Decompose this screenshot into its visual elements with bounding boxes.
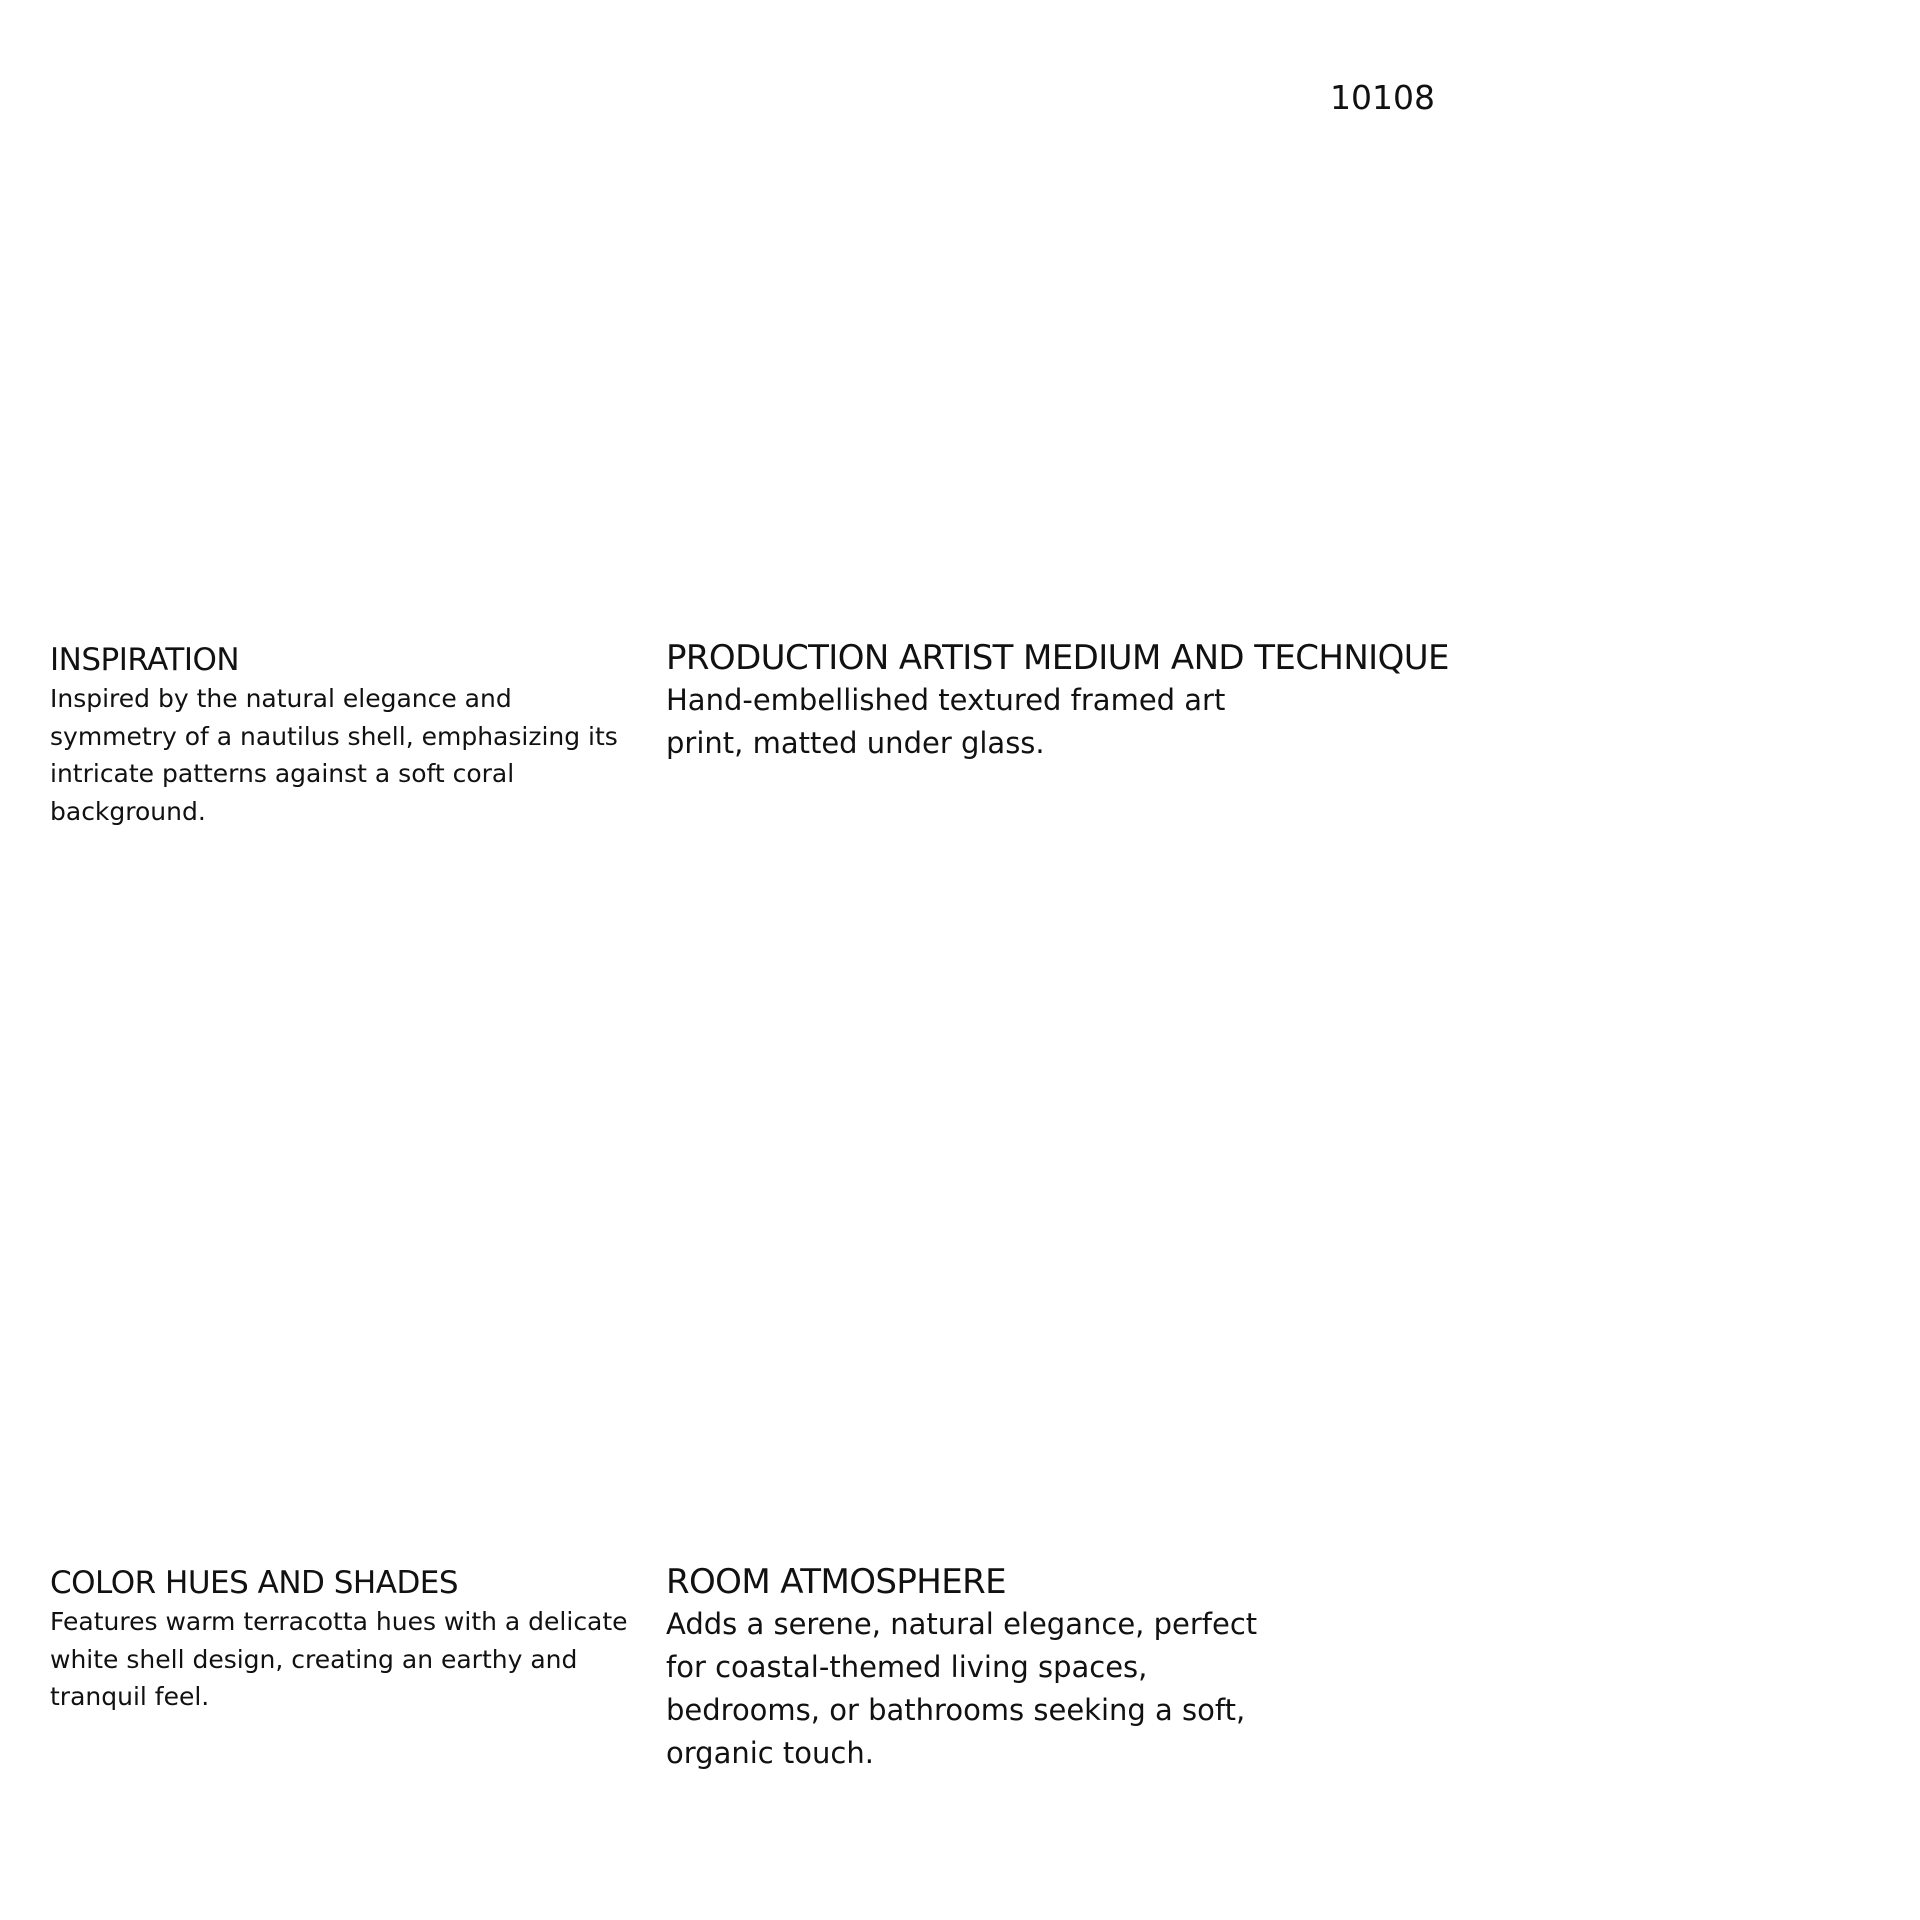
inspiration-section <box>50 640 630 830</box>
color-section <box>50 1563 630 1716</box>
product-code: 10108 <box>1330 78 1435 117</box>
production-heading: PRODUCTION ARTIST MEDIUM AND TECHNIQUE <box>666 638 1449 678</box>
color-text: Features warm terracotta hues with a delicate white shell design, creating an earthy and tranquil feel. <box>50 1607 628 1711</box>
room-atmosphere-text: Adds a serene, natural elegance, perfect for coastal-themed living spaces, bedrooms, or bathrooms seeking a soft, organic touch. <box>666 1607 1258 1770</box>
production-section <box>666 637 1566 765</box>
production-text: Hand-embellished textured framed art print, matted under glass. <box>666 683 1226 760</box>
room-atmosphere-section <box>666 1561 1266 1775</box>
room-atmosphere-heading: ROOM ATMOSPHERE <box>666 1562 1007 1602</box>
color-heading: COLOR HUES AND SHADES <box>50 1565 459 1601</box>
inspiration-text: Inspired by the natural elegance and symmetry of a nautilus shell, emphasizing its intricate patterns against a soft coral background. <box>50 684 618 826</box>
inspiration-heading: INSPIRATION <box>50 642 240 678</box>
